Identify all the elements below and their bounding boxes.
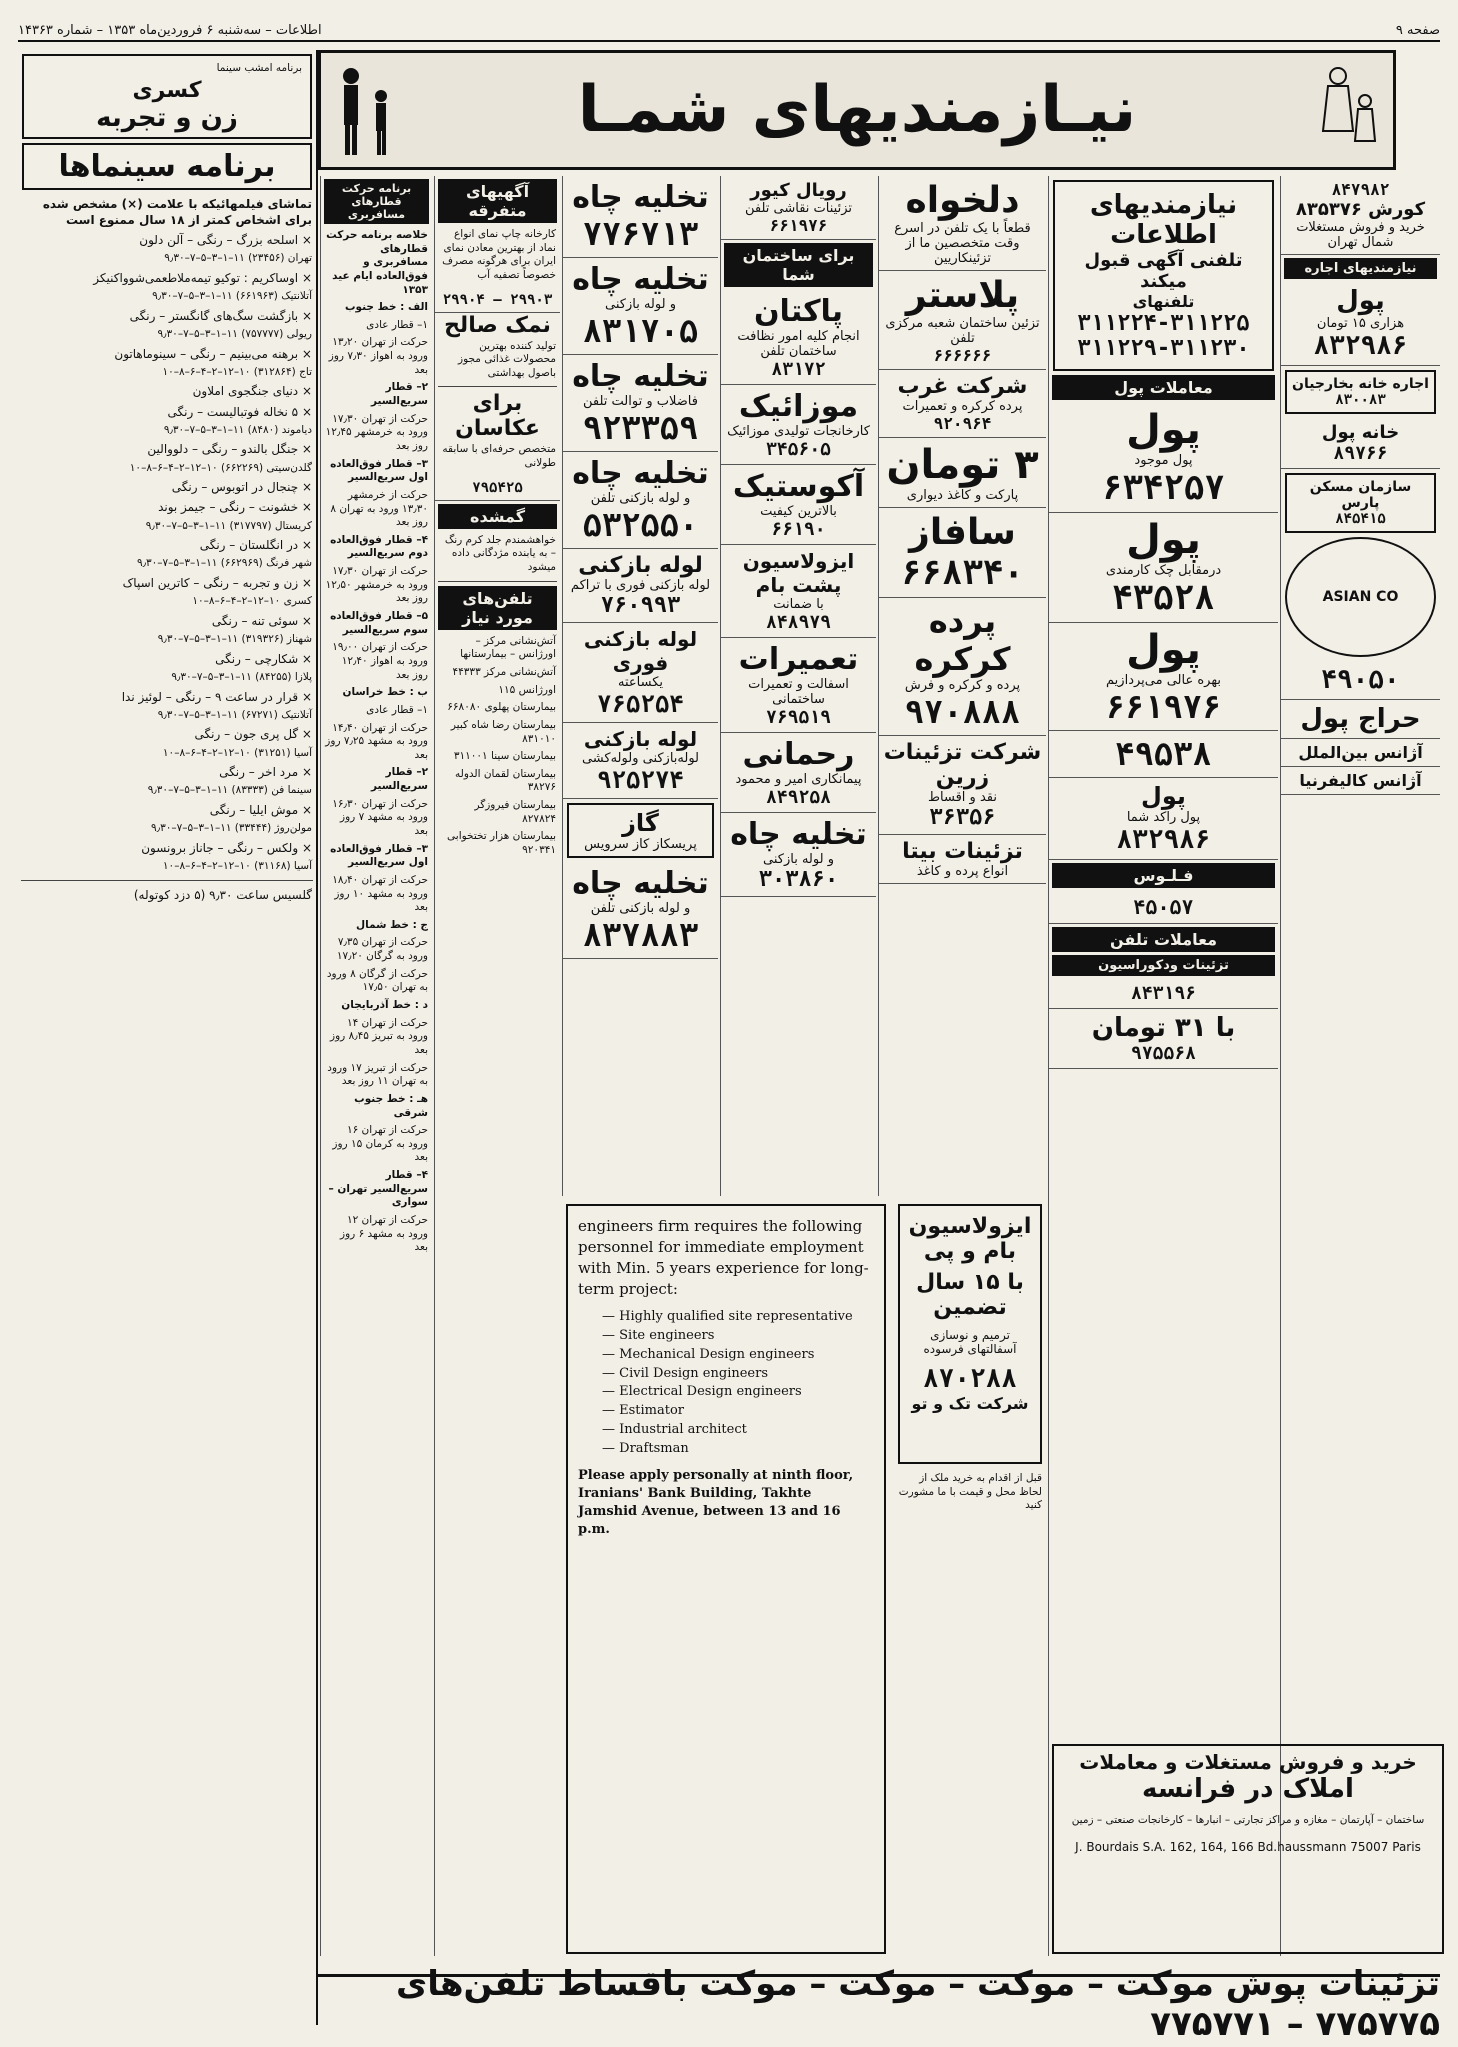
banner-title: نیـازمندیهای شمـا <box>577 73 1137 147</box>
france-title: خرید و فروش مستغلات و معاملات <box>1079 1750 1417 1774</box>
ad-block: تزئینات بیتا انواع پرده و کاغذ <box>879 835 1046 884</box>
cinema-listing: × جنگل بالندو – رنگی – دلووالین <box>147 442 312 457</box>
france-address: J. Bourdais S.A. 162, 164, 166 Bd.haussmann 75007 Paris <box>1075 1839 1421 1854</box>
train-section: ۱– قطار عادی <box>366 703 428 716</box>
issue-line: اطلاعات – سه‌شنبه ۶ فروردین‌ماه ۱۳۵۳ – شماره ۱۴۳۶۳ <box>18 22 322 38</box>
cinema-listing: × برهنه می‌بینیم – رنگی – سینوماهاتون <box>114 346 312 361</box>
train-section: ۱– قطار عادی <box>366 318 428 331</box>
newspaper-page <box>18 20 1440 2044</box>
ad-block: موزائیک کارخانجات تولیدی موزائیک ۳۴۵۶۰۵ <box>721 385 876 465</box>
train-schedule-column: برنامه حرکت قطارهای مسافربری خلاصه برنامه حرکت قطارهای مسافربری و فوق‌العاده ایام عید ۱۳۵۳ الف : خط جنوب ۱– قطار عادی حرکت از تهران ۱۳٫۲۰ ورود به اهواز ۷٫۳۰ روز بعد ۲– قطار سریع‌السیر حرکت از تهران ۱۷٫۳۰ ورود به خرمشهر ۱۲٫۴۵ روز بعد ۳– قطار فوق‌العاده اول سریع‌السیر حرکت از خرمشهر ۱۳٫۳۰ ورود به تهران ۸ روز بعد ۴– قطار فوق‌العاده دوم سریع‌السیر حرکت از تهران ۱۷٫۳۰ ورود به خرمشهر ۱۲٫۵۰ روز بعد ۵– قطار فوق‌العاده سوم سریع‌السیر حرکت از تهران ۱۹٫۰۰ ورود به اهواز ۱۲٫۴۰ روز بعد ب : خط خراسان ۱– قطار عادی حرکت از تهران ۱۴٫۴۰ ورود به مشهد ۷٫۲۵ روز بعد ۲– قطار سریع‌السیر حرکت از تهران ۱۶٫۳۰ ورود به مشهد ۷ روز بعد ۳– قطار فوق‌العاده اول سریع‌السیر حرکت از تهران ۱۸٫۴۰ ورود به مشهد ۱۰ روز بعد ج : خط شمال حرکت از تهران ۷٫۳۵ ورود به گرگان ۱۷٫۲۰ حرکت از گرگان ۸ ورود به تهران ۱۷٫۵۰ د : خط آذربایجان حرکت از تهران ۱۴ ورود به تبریز ۸٫۴۵ روز بعد حرکت از تبریز ۱۷ ورود به تهران ۱۱ روز بعد هـ : خط جنوب شرقی حرکت از تهران ۱۶ ورود به کرمان ۱۵ روز بعد ۴– قطار سریع‌السیر تهران – سواری حرکت از تهران ۱۲ ورود به مشهد ۶ روز بعد <box>320 176 432 1956</box>
ad-block: آژانس بین‌الملل <box>1281 739 1440 767</box>
engineers-footer: Please apply personally at ninth floor, Iranians' Bank Building, Takhte Jamshid Avenue, between 13 and 16 p.m. <box>578 1467 854 1538</box>
misc-ads-column: آگهیهای متفرقه کارخانه چاپ نمای انواع نماد از بهترین معادن نمای ایران برای هرگونه مصرف خصوصاً تصفیه آب ۲۹۹۰۳ – ۲۹۹۰۴ نمک صالح تولید کننده بهترین محصولات غذائی مجوز باصول بهداشتی برای عکاسان متخصص حرفه‌ای با سابقه طولانی ۷۹۵۴۲۵ گمشده خواهشمندم جلد کرم رنگ – به یابنده مژدگانی داده میشود تلفن‌های مورد نیاز آتش‌نشانی مرکز – اورژانس – بیمارستانها آتش‌نشانی مرکز ۴۴۳۳۳ اورژانس ۱۱۵ بیمارستان پهلوی ۶۶۸۰۸۰ بیمارستان رضا شاه کبیر ۸۳۱۰۱۰ بیمارستان سینا ۳۱۱۰۰۱ بیمارستان لقمان الدوله ۳۸۲۷۶ بیمارستان فیروزگر ۸۲۷۸۲۴ بیمارستان هزار تختخوابی ۹۲۰۳۴۱ <box>434 176 560 1956</box>
engineers-item: — Highly qualified site representative <box>602 1308 874 1327</box>
decoration-ads-column <box>878 176 1046 1196</box>
ad-block: تخلیه چاه و لوله بازکنی تلفن ۵۳۲۵۵۰ <box>563 452 718 549</box>
ittelaat-phone-box <box>1053 180 1274 371</box>
train-section: الف : خط جنوب <box>344 301 428 314</box>
cinema-listings: × اسلحه بزرگ – رنگی – آلن دلون تهران (۲۳۴۵۶) ۱۱–۱–۳–۵–۷–۹٫۳۰ × اوساکریم : توکیو تیمه‌ملاطعمی‌شوواکنیکز آتلانتیک (۶۶۱۹۶۳) ۱۱–۱–۳–۵–۷–۹٫۳۰ × بازگشت سگ‌های گانگستر – رنگی ریولی (۷۵۷۷۷۷) ۱۱–۱–۳–۵–۷–۹٫۳۰ × برهنه می‌بینیم – رنگی – سینوماهاتون تاج (۳۱۲۸۶۴) ۱۰–۱۲–۲–۴–۶–۸–۱۰ × دنیای جنگجوی املاون × ۵ نخاله فوتبالیست – رنگی دیاموند (۸۴۸۰) ۱۱–۱–۳–۵–۷–۹٫۳۰ × جنگل بالندو – رنگی – دلووالین گلدن‌سیتی (۶۶۲۲۶۹) ۱۰–۱۲–۲–۴–۶–۸–۱۰ × چنجال در اتوبوس – رنگی × خشونت – رنگی – جیمز بوند کریستال (۳۱۷۷۹۷) ۱۱–۱–۳–۵–۷–۹٫۳۰ × در انگلستان – رنگی شهر فرنگ (۶۶۲۹۶۹) ۱۱–۱–۳–۵–۷–۹٫۳۰ × زن و تجربه – رنگی – کاترین اسپاک کسری ۱۰–۱۲–۲–۴–۶–۸–۱۰ × سوئی تنه – رنگی شهناز (۳۱۹۳۲۶) ۱۱–۱–۳–۵–۷–۹٫۳۰ × شکارچی – رنگی پلازا (۸۴۲۵۵) ۱۱–۱–۳–۵–۷–۹٫۳۰ × قرار در ساعت ۹ – رنگی – لوئیز ندا آتلانتیک (۶۷۲۷۱) ۱۱–۱–۳–۵–۷–۹٫۳۰ × گل پری جون – رنگی آسیا (۳۱۲۵۱) ۱۰–۱۲–۲–۴–۶–۸–۱۰ × مرد اخر – رنگی سینما فن (۸۳۳۳۳) ۱۱–۱–۳–۵–۷–۹٫۳۰ × موش ایلیا – رنگی مولن‌روژ (۳۳۴۴۴) ۱۱–۱–۳–۵–۷–۹٫۳۰ × ولکس – رنگی – جاناز برونسون آسیا (۳۱۱۶۸) ۱۰–۱۲–۲–۴–۶–۸–۱۰ <box>18 230 316 876</box>
ad-block: پرده کرکره پرده و کرکره و فرش ۹۷۰۸۸۸ <box>879 598 1046 736</box>
ad-block: سازمان مسکن پارس ۸۴۵۴۱۵ <box>1285 473 1436 533</box>
cinema-listing: × موش ایلیا – رنگی <box>209 802 312 817</box>
ad-block: ۴۵۰۵۷ <box>1049 891 1278 924</box>
cinema-listing: × چنجال در اتوبوس – رنگی <box>171 480 312 495</box>
iso-line3: ترمیم و نوسازی آسفالتهای فرسوده <box>923 1328 1017 1356</box>
cinema-tonight-box <box>22 54 312 139</box>
cinema-listing: × ولکس – رنگی – جاناز برونسون <box>141 840 312 855</box>
ad-block: تعمیرات اسفالت و تعمیرات ساختمانی ۷۶۹۵۱۹ <box>721 638 876 733</box>
cesspit-ads-column <box>562 176 718 1196</box>
cinema-listing: × سوئی تنه – رنگی <box>211 613 312 628</box>
ad-block: حراج پول <box>1281 700 1440 739</box>
ittelaat-box-phone: ۳۱۱۲۲۹-۳۱۱۲۳۰ <box>1077 336 1250 361</box>
money-section-header: تزئینات ودکوراسیون <box>1052 955 1275 976</box>
ittelaat-box-sub: تلفنی آگهی قبول میکند <box>1084 250 1243 292</box>
train-section: ۲– قطار سریع‌السیر <box>370 766 428 793</box>
ittelaat-box-title: نیازمندیهای اطلاعات <box>1089 190 1238 250</box>
building-section-header: برای ساختمان شما <box>724 243 873 287</box>
engineers-item: — Industrial architect <box>602 1421 874 1440</box>
engineers-item: — Estimator <box>602 1402 874 1421</box>
cinema-program-title: برنامه سینماها <box>22 143 312 190</box>
ad-block: اجاره خانه بخارجیان ۸۳۰۰۸۳ <box>1285 370 1436 414</box>
ad-block: تخلیه چاه و لوله بازکنی ۳۰۳۸۶۰ <box>721 813 876 897</box>
ad-block: لوله بازکنی فوری یکساعته ۷۶۵۲۵۴ <box>563 623 718 723</box>
ad-block: شرکت غرب پرده کرکره و تعمیرات ۹۲۰۹۶۴ <box>879 370 1046 438</box>
ad-block: پول پول راکد شما ۸۳۲۹۸۶ <box>1049 778 1278 860</box>
ittelaat-box-phone: ۳۱۱۲۲۴-۳۱۱۲۲۵ <box>1077 311 1250 336</box>
ad-block: خانه پول ۸۹۷۶۶ <box>1281 418 1440 469</box>
ittelaat-box-phone-label: تلفنهای <box>1132 292 1195 311</box>
misc-ad-body: کارخانه چاپ نمای انواع نماد از بهترین معادن نمای ایران برای هرگونه مصرف خصوصاً تصفیه آب <box>442 228 556 281</box>
iso-company: شرکت تک و تو <box>911 1394 1029 1413</box>
ad-block: سافاز ۶۶۸۳۴۰ <box>879 508 1046 598</box>
cinema-program-note: تماشای فیلمهائیکه با علامت (×) مشخص شده برای اشخاص کمتر از ۱۸ سال ممنوع است <box>42 196 312 227</box>
cinema-listing: × قرار در ساعت ۹ – رنگی – لوئیز ندا <box>121 689 312 704</box>
rent-section-header: نیازمندیهای اجاره <box>1284 258 1437 279</box>
ad-block: تخلیه چاه و لوله بازکنی ۸۳۱۷۰۵ <box>563 258 718 355</box>
ad-block: ۴۹۰۵۰ <box>1281 661 1440 700</box>
iso-phone: ۸۷۰۲۸۸ <box>923 1364 1017 1394</box>
family-figures-icon <box>331 61 401 161</box>
train-section: ب : خط خراسان <box>342 686 428 699</box>
family-figures-icon <box>1313 61 1383 161</box>
ad-block: ۸۴۷۹۸۲ کورش ۸۳۵۳۷۶ خرید و فروش مستغلات شمال تهران <box>1281 176 1440 255</box>
ad-block: دلخواه قطعاً با یک تلفن در اسرع وقت متخصصین ما از تزئینکاریین <box>879 176 1046 271</box>
ad-block: پاکتان انجام کلیه امور نظافت ساختمان تلفن ۸۳۱۷۲ <box>721 290 876 385</box>
misc-ad-body: آتش‌نشانی مرکز – اورژانس – بیمارستانها <box>460 634 556 661</box>
misc-ad-body: متخصص حرفه‌ای با سابقه طولانی <box>442 443 556 470</box>
money-ads-column <box>1048 176 1278 1956</box>
isolation-ad: ایزولاسیون بام و پی با ۱۵ سال تضمین ترمیم و نوسازی آسفالتهای فرسوده ۸۷۰۲۸۸ شرکت تک و تو قبل از اقدام به خرید ملک از لحاظ محل و قیمت با ما مشورت کنید <box>894 1200 1046 1960</box>
ad-block: ۳ تومان پارکت و کاغذ دیواری <box>879 438 1046 508</box>
ad-block: لوله بازکنی لوله‌بازکنی ولوله‌کشی ۹۲۵۲۷۴ <box>563 723 718 799</box>
ad-block: ۴۹۵۳۸ <box>1049 731 1278 778</box>
cinema-footer-note: گلسیس ساعت ۹٫۳۰ (۵ دزد کوتوله) <box>133 887 312 902</box>
page-label: صفحه ۹ <box>1395 22 1440 38</box>
cinema-tonight-film: زن و تجربه <box>96 102 238 133</box>
cinema-tonight-name: کسری <box>132 77 202 103</box>
misc-ad-title: برای عکاسان <box>455 391 540 442</box>
cinema-listing: × دنیای جنگجوی املاون <box>192 384 312 399</box>
cinema-listing: × خشونت – رنگی – جیمز بوند <box>158 500 312 515</box>
money-section-header: فـلـوس <box>1052 863 1275 888</box>
ad-block: گاز پریسکاز کاز سرویس <box>567 803 714 858</box>
money-section-header: معاملات تلفن <box>1052 927 1275 952</box>
cinema-listing: × در انگلستان – رنگی <box>199 538 312 553</box>
engineers-list <box>602 1308 874 1459</box>
misc-ad-title: نمک صالح <box>444 312 551 338</box>
ad-block: پول هزاری ۱۵ تومان ۸۳۲۹۸۶ <box>1281 282 1440 366</box>
cinema-listing: × اوساکریم : توکیو تیمه‌ملاطعمی‌شوواکنیکز <box>93 270 312 285</box>
realestate-ads-column <box>1280 176 1440 1956</box>
train-schedule-intro: خلاصه برنامه حرکت قطارهای مسافربری و فوق‌العاده ایام عید ۱۳۵۳ <box>326 229 428 296</box>
cinema-listing: × زن و تجربه – رنگی – کاترین اسپاک <box>122 576 312 591</box>
engineers-item: — Mechanical Design engineers <box>602 1346 874 1365</box>
ad-block: رویال کیور تزئینات نقاشی تلفن ۶۶۱۹۷۶ <box>721 176 876 240</box>
train-section: ج : خط شمال <box>356 918 428 931</box>
ad-block: پول پول موجود ۶۳۴۲۵۷ <box>1049 403 1278 513</box>
engineers-item: — Site engineers <box>602 1327 874 1346</box>
iso-line2: با ۱۵ سال تضمین <box>916 1270 1024 1320</box>
france-sub: املاک در فرانسه <box>1142 1774 1354 1804</box>
engineers-intro: engineers firm requires the following personnel for immediate employment with Min. 5 years experience for long-term project: <box>578 1217 869 1298</box>
asian-co-label: ASIAN CO <box>1322 589 1399 605</box>
classifieds-banner <box>318 50 1396 170</box>
cinema-listing: × اسلحه بزرگ – رنگی – آلن دلون <box>139 233 312 248</box>
asian-co-seal <box>1285 537 1436 657</box>
ad-block: تخلیه چاه و لوله بازکنی تلفن ۸۳۷۸۸۳ <box>563 862 718 959</box>
ad-block: آژانس کالیفرنیا <box>1281 767 1440 795</box>
building-ads-column <box>720 176 876 1196</box>
ad-block: ایزولاسیون پشت بام با ضمانت ۸۴۸۹۷۹ <box>721 545 876 638</box>
ad-block: پلاستر تزئین ساختمان شعبه مرکزی تلفن ۶۶۶۶۶۶ <box>879 271 1046 370</box>
money-section-header: معاملات پول <box>1052 375 1275 400</box>
engineers-ad <box>562 1200 890 1960</box>
cinema-listing: × شکارچی – رنگی <box>215 651 312 666</box>
ad-block: با ۳۱ تومان ۹۷۵۵۶۸ <box>1049 1009 1278 1069</box>
misc-ad-title: گمشده <box>438 504 557 529</box>
train-section: ۲– قطار سریع‌السیر <box>370 381 428 408</box>
iso-line1: ایزولاسیون بام و پی <box>908 1214 1032 1264</box>
train-schedule-title: برنامه حرکت قطارهای مسافربری <box>324 179 429 224</box>
ad-block: تخلیه چاه فاضلاب و توالت تلفن ۹۲۳۳۵۹ <box>563 355 718 452</box>
train-section: ۴– قطار فوق‌العاده دوم سریع‌السیر <box>330 533 428 560</box>
cinema-listing: × بازگشت سگ‌های گانگستر – رنگی <box>129 308 312 323</box>
misc-ad-title: تلفن‌های مورد نیاز <box>438 586 557 630</box>
page-header <box>18 20 1440 42</box>
cinema-listing: × ۵ نخاله فوتبالیست – رنگی <box>167 404 312 419</box>
ad-block: ۸۴۳۱۹۶ <box>1049 979 1278 1009</box>
cinema-listing: × مرد اخر – رنگی <box>219 765 312 780</box>
train-section: هـ : خط جنوب شرقی <box>354 1092 428 1119</box>
bottom-banner-text: تزئینات پوش موکت – موکت – موکت – موکت باقساط تلفن‌های ۷۷۵۷۷۵ – ۷۷۵۷۷۱ <box>396 1963 1440 2044</box>
engineers-item: — Civil Design engineers <box>602 1365 874 1384</box>
engineers-item: — Electrical Design engineers <box>602 1383 874 1402</box>
ad-block: رحمانی پیمانکاری امیر و محمود ۸۴۹۲۵۸ <box>721 733 876 813</box>
france-realestate-ad: خرید و فروش مستغلات و معاملات املاک در فرانسه ساختمان – آپارتمان – مغازه و مراکز تجارتی – انبارها – کارخانجات صنعتی – زمین J. Bourdais S.A. 162, 164, 166 Bd.haussmann 75007 Paris <box>1052 1744 1444 1954</box>
misc-ad-body: تولید کننده بهترین محصولات غذائی مجوز باصول بهداشتی <box>458 339 556 379</box>
bottom-banner <box>318 1963 1440 2044</box>
ad-block: لوله بازکنی لوله بازکنی فوری با تراکم ۷۶۰۹۹۳ <box>563 549 718 623</box>
ad-block: تخلیه چاه ۷۷۶۷۱۳ <box>563 176 718 258</box>
ad-block: پول بهره عالی می‌پردازیم ۶۶۱۹۷۶ <box>1049 623 1278 731</box>
train-section: د : خط آذربایجان <box>341 999 428 1012</box>
train-section: ۵– قطار فوق‌العاده سوم سریع‌السیر <box>330 610 428 636</box>
cinema-tonight-label: برنامه امشب سینما <box>216 62 302 74</box>
ad-block: پول درمقابل چک کارمندی ۴۳۵۲۸ <box>1049 513 1278 623</box>
train-section: ۴– قطار سریع‌السیر تهران – سواری <box>328 1169 428 1209</box>
ad-block: آکوستیک بالاترین کیفیت ۶۶۱۹۰ <box>721 465 876 545</box>
engineers-item: — Draftsman <box>602 1440 874 1459</box>
cinema-listing: × گل پری جون – رنگی <box>194 727 312 742</box>
train-section: ۳– قطار فوق‌العاده اول سریع‌السیر <box>330 842 428 869</box>
ad-block: شرکت تزئینات زرین نقد و اقساط ۳۶۳۵۶ <box>879 736 1046 835</box>
misc-ad-body: خواهشمندم جلد کرم رنگ – به یابنده مژدگانی داده میشود <box>444 533 556 574</box>
misc-ad-title: آگهیهای متفرقه <box>438 179 557 223</box>
cinema-column <box>18 50 318 2025</box>
train-section: ۳– قطار فوق‌العاده اول سریع‌السیر <box>330 457 428 484</box>
